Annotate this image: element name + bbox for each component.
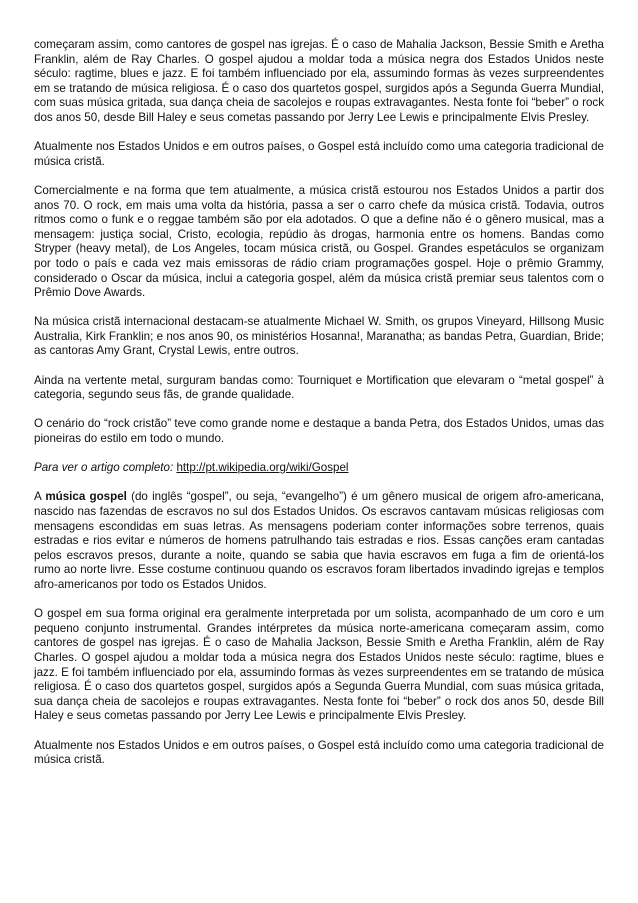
document-page <box>34 38 604 768</box>
paragraph-christian-music-commercial: Comercialmente e na forma que tem atualmente, a música cristã estourou nos Estados Unidos a partir dos anos 70. O rock, em mais uma volta da história, passa a ser o carro chefe da música cristã. Todavia, outros ritmos como o funk e o reggae também são por ela adotados. O que a define não é o gênero musical, mas a mensagem: justiça social, Cristo, ecologia, repúdio às drogas, harmonia entre os homens. Bandas como Stryper (heavy metal), de Los Angeles, tocam música cristã, ou Gospel. Grandes espetáculos se organizam por todo o país e cada vez mais emissoras de rádio criam programações gospel. Hoje o prêmio Grammy, considerado o Oscar da música, inclui a categoria gospel, além da música cristã premiar seus talentos com o Prêmio Dove Awards. <box>34 183 604 300</box>
paragraph-gospel-category-repeat: Atualmente nos Estados Unidos e em outros países, o Gospel está incluído como uma categoria tradicional de música cristã. <box>34 738 604 767</box>
definition-term: música gospel <box>45 490 127 504</box>
paragraph-gospel-category: Atualmente nos Estados Unidos e em outros países, o Gospel está incluído como uma categoria tradicional de música cristã. <box>34 140 604 168</box>
paragraph-gospel-original-form: O gospel em sua forma original era geralmente interpretada por um solista, acompanhado de um coro e um pequeno conjunto instrumental. Grandes intérpretes da música norte-americana começaram assim, como cantores de gospel nas igrejas. É o caso de Mahalia Jackson, Bessie Smith e Aretha Franklin, além de Ray Charles. O gospel ajudou a moldar toda a música negra dos Estados Unidos neste século: ragtime, blues e jazz. E foi também influenciado por ela, assumindo formas às vezes surpreendentes em se tratando de música religiosa. É o caso dos quartetos gospel, surgidos após a Segunda Guerra Mundial, com suas música gritada, sua dança cheia de sacolejos e roupas extravagantes. Nesta fonte foi “beber” o rock dos anos 50, desde Bill Haley e seus cometas passando por Jerry Lee Lewis e principalmente Elvis Presley. <box>34 607 604 723</box>
definition-body: (do inglês “gospel”, ou seja, “evangelho”) é um gênero musical de origem afro-americana, nascido nas fazendas de escravos no sul dos Estados Unidos. Os escravos cantavam músicas religiosas com mensagens escondidas em suas letras. As mensagens poderiam conter informações sobre terrenos, quais estradas e rios evitar e números de homens patrulhando tais estradas e rios. Essas canções eram cantadas pelos escravos presos, durante a noite, quando se sabia que havia escravos em fuga a fim de orientá-los rumo ao norte livre. Esse costume continuou quando os escravos foram libertados invadindo igrejas e templos afro-americanos por todo os Estados Unidos. <box>34 490 604 591</box>
paragraph-international-artists: Na música cristã internacional destacam-se atualmente Michael W. Smith, os grupos Vineyard, Hillsong Music Australia, Kirk Franklin; e nos anos 90, os ministérios Hosanna!, Maranatha; as bandas Petra, Guardian, Bride; as cantoras Amy Grant, Crystal Lewis, entre outros. <box>34 315 604 358</box>
full-article-label: Para ver o artigo completo: <box>34 461 174 475</box>
paragraph-gospel-definition <box>34 490 604 592</box>
wikipedia-gospel-link[interactable]: http://pt.wikipedia.org/wiki/Gospel <box>176 461 349 475</box>
paragraph-christian-rock: O cenário do “rock cristão” teve como grande nome e destaque a banda Petra, dos Estados Unidos, umas das pioneiras do estilo em todo o mundo. <box>34 417 604 446</box>
paragraph-metal-gospel: Ainda na vertente metal, surguram bandas como: Tourniquet e Mortification que elevaram o “metal gospel” à categoria, segundo seus fãs, de grande qualidade. <box>34 373 604 402</box>
paragraph-gospel-history-continued: começaram assim, como cantores de gospel nas igrejas. É o caso de Mahalia Jackson, Bessie Smith e Aretha Franklin, além de Ray Charles. O gospel ajudou a moldar toda a música negra dos Estados Unidos neste século: ragtime, blues e jazz. E foi também influenciado por ela, assumindo formas às vezes surpreendentes em se tratando de música religiosa. É o caso dos quartetos gospel, surgidos após a Segunda Guerra Mundial, com suas música gritada, sua dança cheia de sacolejos e roupas extravagantes. Nesta fonte foi “beber” o rock dos anos 50, desde Bill Haley e seus cometas passando por Jerry Lee Lewis e principalmente Elvis Presley. <box>34 38 604 124</box>
definition-article: A <box>34 490 42 504</box>
paragraph-full-article <box>34 461 604 476</box>
